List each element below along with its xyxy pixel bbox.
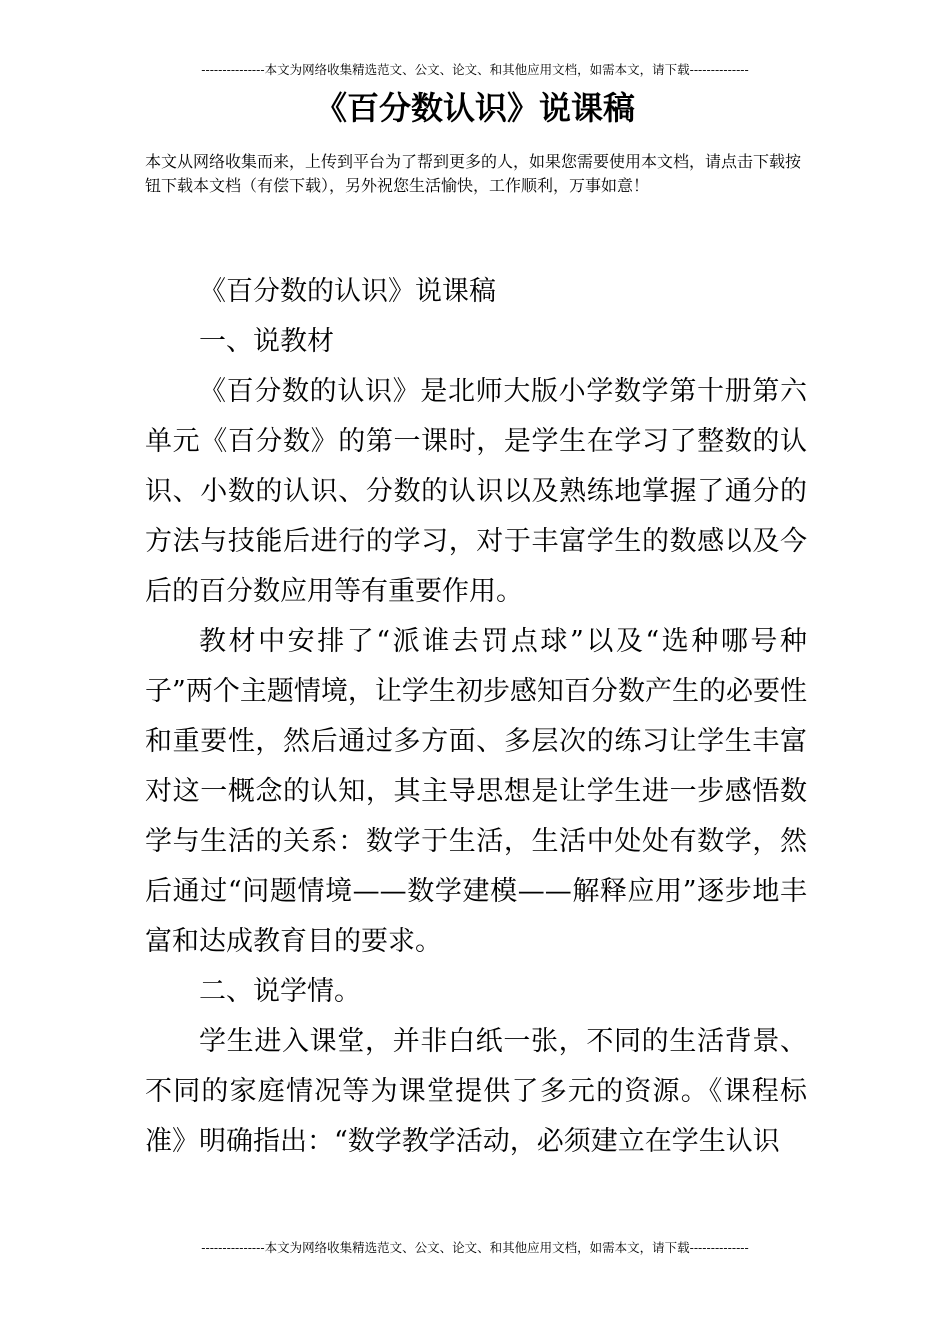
section-heading-student-situation: 二、说学情。 [199, 976, 361, 1007]
body-paragraph: 学生进入课堂，并非白纸一张，不同的生活背景、不同的家庭情况等为课堂提供了多元的资源。《课程标准》明确指出：“数学教学活动，必须建立在学生认识 [145, 1026, 807, 1157]
section-heading-teaching-material: 一、说教材 [199, 326, 334, 357]
body-subtitle: 《百分数的认识》说课稿 [199, 276, 496, 307]
document-title: 《百分数认识》说课稿 [314, 89, 635, 127]
document-body [145, 267, 807, 1167]
body-paragraph: 教材中安排了“派谁去罚点球”以及“选种哪号种子”两个主题情境，让学生初步感知百分数产生的必要性和重要性，然后通过多方面、多层次的练习让学生丰富对这一概念的认知，其主导思想是让学生进一步感悟数学与生活的关系：数学于生活，生活中处处有数学，然后通过“问题情境——数学建模——解释应用”逐步地丰富和达成教育目的要求。 [145, 626, 807, 957]
page-header: ---------------本文为网络收集精选范文、公文、论文、和其他应用文档，如需本文，请下载-------------- [201, 62, 749, 77]
intro-paragraph: 本文从网络收集而来，上传到平台为了帮到更多的人，如果您需要使用本文档，请点击下载按钮下载本文档（有偿下载），另外祝您生活愉快，工作顺利，万事如意！ [145, 152, 802, 195]
body-paragraph: 《百分数的认识》是北师大版小学数学第十册第六单元《百分数》的第一课时，是学生在学习了整数的认识、小数的认识、分数的认识以及熟练地掌握了通分的方法与技能后进行的学习，对于丰富学生的数感以及今后的百分数应用等有重要作用。 [145, 376, 807, 607]
page-footer: ---------------本文为网络收集精选范文、公文、论文、和其他应用文档，如需本文，请下载-------------- [201, 1240, 749, 1255]
